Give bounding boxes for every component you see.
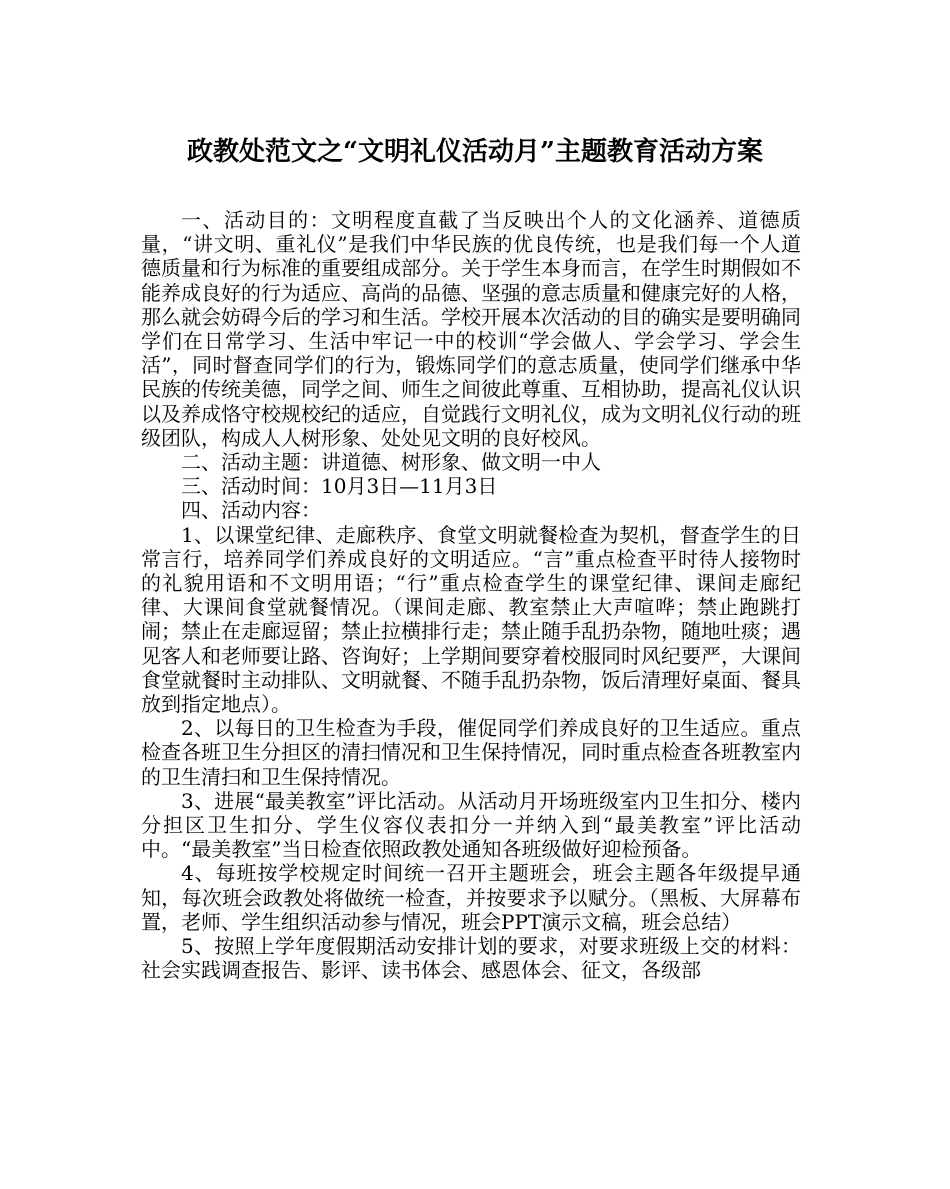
paragraph-content-item-5: 5、按照上学年度假期活动安排计划的要求，对要求班级上交的材料：社会实践调查报告、影评、读书体会、感恩体会、征文，各级部: [141, 934, 801, 983]
paragraph-content-item-3: 3、进展“最美教室”评比活动。从活动月开场班级室内卫生扣分、楼内分担区卫生扣分、学生仪容仪表扣分一并纳入到“最美教室”评比活动中。“最美教室”当日检查依照政教处通知各班级做好迎检预备。: [141, 788, 801, 862]
paragraph-activity-time: 三、活动时间：10月3日—11月3日: [181, 474, 498, 499]
paragraph-activity-content-heading: 四、活动内容：: [181, 498, 321, 523]
paragraph-content-item-2: 2、以每日的卫生检查为手段，催促同学们养成良好的卫生适应。重点检查各班卫生分担区的清扫情况和卫生保持情况，同时重点检查各班教室内的卫生清扫和卫生保持情况。: [141, 716, 801, 789]
paragraph-content-item-4: 4、每班按学校规定时间统一召开主题班会，班会主题各年级提早通知，每次班会政教处将做统一检查，并按要求予以赋分。（黑板、大屏幕布置，老师、学生组织活动参与情况，班会PPT演示文稿，班会总结）: [141, 861, 801, 934]
paragraph-content-item-1: 1、以课堂纪律、走廊秩序、食堂文明就餐检查为契机，督查学生的日常言行，培养同学们养成良好的文明适应。“言”重点检查平时待人接物时的礼貌用语和不文明用语；“行”重点检查学生的课堂纪律、课间走廊纪律、大课间食堂就餐情况。（课间走廊、教室禁止大声喧哗；禁止跑跳打闹；禁止在走廊逗留；禁止拉横排行走；禁止随手乱扔杂物，随地吐痰；遇见客人和老师要让路、咨询好；上学期间要穿着校服同时风纪要严，大课间食堂就餐时主动排队、文明就餐、不随手乱扔杂物，饭后清理好桌面、餐具放到指定地点）。: [141, 522, 801, 717]
document-body: [141, 208, 801, 983]
document-title: 政教处范文之“文明礼仪活动月”主题教育活动方案: [187, 137, 763, 167]
paragraph-activity-purpose: 一、活动目的：文明程度直截了当反映出个人的文化涵养、道德质量，“讲文明、重礼仪”是我们中华民族的优良传统，也是我们每一个人道德质量和行为标准的重要组成部分。关于学生本身而言，在学生时期假如不能养成良好的行为适应、高尚的品德、坚强的意志质量和健康完好的人格，那么就会妨碍今后的学习和生活。学校开展本次活动的目的确实是要明确同学们在日常学习、生活中牢记一中的校训“学会做人、学会学习、学会生活”，同时督查同学们的行为，锻炼同学们的意志质量，使同学们继承中华民族的传统美德，同学之间、师生之间彼此尊重、互相协助，提高礼仪认识以及养成恪守校规校纪的适应，自觉践行文明礼仪，成为文明礼仪行动的班级团队，构成人人树形象、处处见文明的良好校风。: [141, 208, 801, 450]
paragraph-activity-theme: 二、活动主题：讲道德、树形象、做文明一中人: [181, 450, 601, 475]
